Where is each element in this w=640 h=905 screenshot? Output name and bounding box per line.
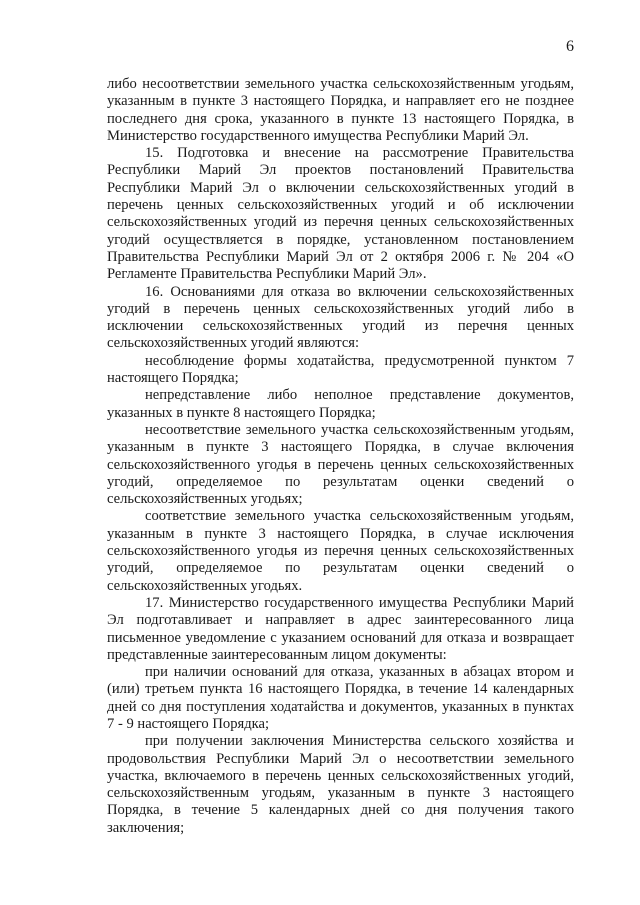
paragraph-case-grounds: при наличии оснований для отказа, указанных в абзацах втором и (или) третьем пункта 16 настоящего Порядка, в течение 14 календарных дней со дня поступления ходатайства и документов, указанных в пунктах 7 - 9 настоящего Порядка; — [107, 664, 574, 732]
paragraph-case-conclusion: при получении заключения Министерства сельского хозяйства и продовольствия Республики Марий Эл о несоответствии земельного участка, включаемого в перечень ценных сельскохозяйственных угодий, сельскохозяйственным угодьям, указанным в пункте 3 настоящего Порядка, в течение 5 календарных дней со дня получения такого заключения; — [107, 733, 574, 836]
paragraph-ground-conformity: соответствие земельного участка сельскохозяйственным угодьям, указанным в пункте 3 настоящего Порядка, в случае исключения сельскохозяйственного угодья из перечня ценных сельскохозяйственных угодий, определяемое по результатам оценки сведений о сельскохозяйственных угодьях. — [107, 508, 574, 594]
paragraph-ground-documents: непредставление либо неполное представление документов, указанных в пункте 8 настоящего Порядка; — [107, 387, 574, 421]
paragraph-ground-nonconformity: несоответствие земельного участка сельскохозяйственным угодьям, указанным в пункте 3 настоящего Порядка, в случае включения сельскохозяйственного угодья в перечень ценных сельскохозяйственных угодий, определяемое по результатам оценки сведений о сельскохозяйственных угодьях; — [107, 421, 574, 508]
page-number: 6 — [566, 38, 574, 55]
document-body — [107, 76, 574, 837]
paragraph-continuation: либо несоответствии земельного участка сельскохозяйственным угодьям, указанным в пункте 3 настоящего Порядка, и направляет его не позднее последнего дня срока, указанного в пункте 13 настоящего Порядка, в Министерство государственного имущества Республики Марий Эл. — [107, 76, 574, 144]
paragraph-item-15: 15. Подготовка и внесение на рассмотрение Правительства Республики Марий Эл проектов постановлений Правительства Республики Марий Эл о включении сельскохозяйственных угодий в перечень ценных сельскохозяйственных угодий и об исключении сельскохозяйственных угодий из перечня ценных сельскохозяйственных угодий осуществляется в порядке, установленном постановлением Правительства Республики Марий Эл от 2 октября 2006 г. № 204 «О Регламенте Правительства Республики Марий Эл». — [107, 145, 574, 283]
paragraph-ground-form: несоблюдение формы ходатайства, предусмотренной пунктом 7 настоящего Порядка; — [107, 352, 574, 387]
paragraph-item-17: 17. Министерство государственного имущества Республики Марий Эл подготавливает и направляет в адрес заинтересованного лица письменное уведомление с указанием оснований для отказа и возвращает представленные заинтересованным лицом документы: — [107, 594, 574, 663]
paragraph-item-16: 16. Основаниями для отказа во включении сельскохозяйственных угодий в перечень ценных сельскохозяйственных угодий либо в исключении сельскохозяйственных угодий из перечня ценных сельскохозяйственных угодий являются: — [107, 283, 574, 352]
